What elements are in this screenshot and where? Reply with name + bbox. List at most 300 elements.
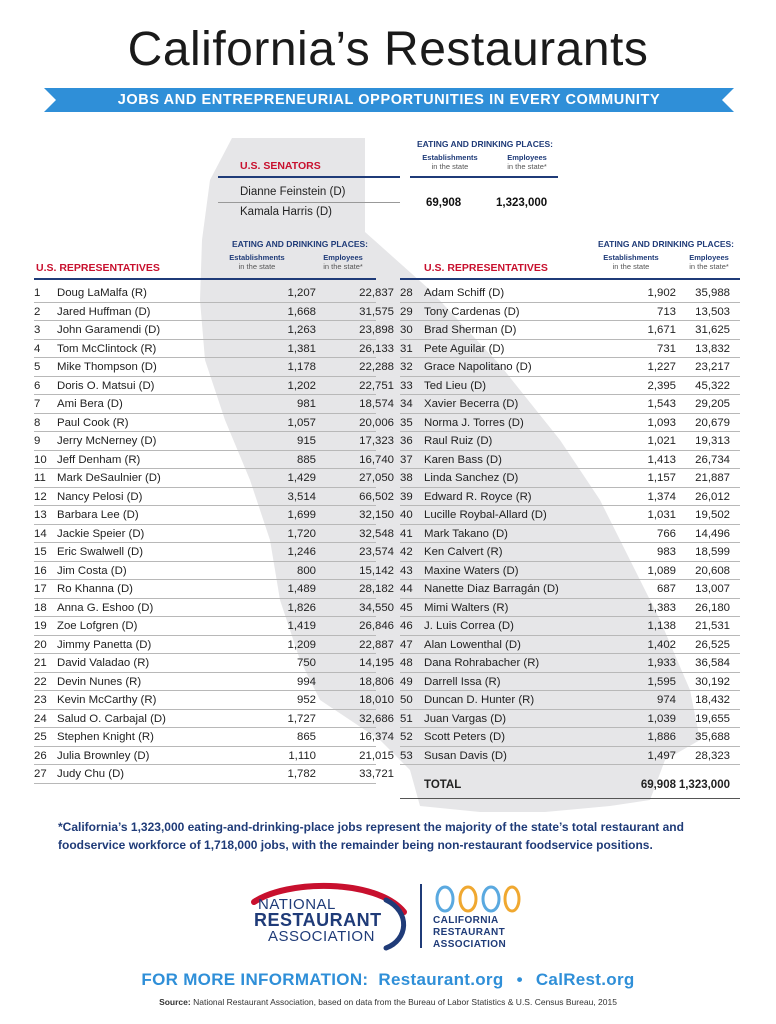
- representative-name: Devin Nunes (R): [57, 675, 142, 688]
- representative-name: Jerry McNerney (D): [57, 435, 157, 447]
- representative-name: Adam Schiff (D): [424, 287, 505, 299]
- representative-name: Norma J. Torres (D): [424, 416, 524, 429]
- employees-value: 20,679: [695, 416, 730, 429]
- representative-name: Jackie Speier (D): [57, 527, 145, 540]
- district-number: 36: [400, 435, 413, 447]
- employees-value: 18,574: [359, 398, 394, 410]
- establishments-value: 3,514: [287, 490, 316, 503]
- district-number: 14: [34, 527, 47, 540]
- district-number: 15: [34, 546, 47, 558]
- table-row: [400, 469, 740, 488]
- employees-value: 45,322: [695, 379, 730, 392]
- table-row: [34, 395, 394, 414]
- table-row: [400, 691, 740, 710]
- district-number: 35: [400, 416, 413, 429]
- representative-name: Lucille Roybal-Allard (D): [424, 509, 547, 521]
- establishments-value: 1,057: [287, 416, 316, 429]
- senators-eating-header: EATING AND DRINKING PLACES:: [417, 139, 553, 149]
- employees-value: 26,846: [359, 620, 394, 632]
- left-header-rule: [34, 278, 376, 280]
- employees-value: 26,525: [695, 638, 730, 651]
- establishments-value: 1,933: [647, 657, 676, 669]
- representative-name: Edward R. Royce (R): [424, 490, 532, 503]
- district-number: 30: [400, 324, 413, 336]
- table-row: [400, 562, 740, 581]
- representative-name: Salud O. Carbajal (D): [57, 712, 166, 725]
- district-number: 6: [34, 379, 41, 392]
- district-number: 31: [400, 342, 413, 355]
- establishments-value: 1,782: [287, 768, 316, 780]
- employees-value: 27,050: [359, 472, 394, 484]
- employees-value: 32,150: [359, 509, 394, 521]
- district-number: 39: [400, 490, 413, 503]
- district-number: 29: [400, 305, 413, 318]
- table-row: [34, 414, 394, 433]
- cra-logo-line3: ASSOCIATION: [433, 939, 507, 950]
- table-row: [400, 358, 740, 377]
- table-row: [400, 599, 740, 618]
- table-row: [400, 654, 740, 673]
- establishments-value: 1,381: [287, 342, 316, 355]
- district-number: 13: [34, 509, 47, 521]
- establishments-value: 1,089: [647, 564, 676, 577]
- table-row: [34, 303, 394, 322]
- district-number: 32: [400, 361, 413, 373]
- employees-value: 18,010: [359, 694, 394, 706]
- nra-logo-line2: RESTAURANT: [254, 910, 382, 930]
- total-row: [400, 776, 740, 796]
- establishments-value: 687: [656, 583, 676, 595]
- district-number: 23: [34, 694, 47, 706]
- district-number: 7: [34, 398, 41, 410]
- table-row: [400, 580, 740, 599]
- representative-name: Mark DeSaulnier (D): [57, 472, 161, 484]
- representative-name: Julia Brownley (D): [57, 749, 150, 762]
- representative-name: Linda Sanchez (D): [424, 472, 519, 484]
- establishments-value: 1,826: [287, 601, 316, 614]
- establishments-value: 1,207: [287, 287, 316, 299]
- table-row: [34, 488, 394, 507]
- representative-name: Nanette Diaz Barragán (D): [424, 583, 559, 595]
- district-number: 52: [400, 731, 413, 743]
- table-row: [400, 432, 740, 451]
- district-number: 25: [34, 731, 47, 743]
- establishments-value: 994: [296, 675, 316, 688]
- table-row: [34, 765, 394, 784]
- total-employees: 1,323,000: [678, 779, 730, 791]
- employees-value: 19,655: [695, 712, 730, 725]
- table-row: [34, 284, 394, 303]
- representative-name: Mike Thompson (D): [57, 361, 157, 373]
- representative-name: Judy Chu (D): [57, 768, 125, 780]
- table-row: [400, 488, 740, 507]
- table-row: [400, 710, 740, 729]
- representative-name: Jared Huffman (D): [57, 305, 151, 318]
- representative-name: Grace Napolitano (D): [424, 361, 532, 373]
- total-label: TOTAL: [424, 779, 462, 791]
- district-number: 50: [400, 694, 413, 706]
- employees-value: 21,531: [695, 620, 730, 632]
- representative-name: John Garamendi (D): [57, 324, 161, 336]
- source-label: Source:: [159, 997, 191, 1007]
- establishments-value: 1,699: [287, 509, 316, 521]
- representative-name: Brad Sherman (D): [424, 324, 517, 336]
- district-number: 53: [400, 749, 413, 762]
- district-number: 48: [400, 657, 413, 669]
- district-number: 49: [400, 675, 413, 688]
- establishments-value: 1,209: [287, 638, 316, 651]
- footnote: *California’s 1,323,000 eating-and-drinking-place jobs represent the majority of the state’s total restaurant and foodservice workforce of 1,718,000 jobs, with the remainder being non-restaurant foodservice positions.: [58, 820, 684, 852]
- table-row: [400, 747, 740, 766]
- establishments-value: 1,489: [287, 583, 316, 595]
- establishments-value: 1,031: [647, 509, 676, 521]
- right-representatives-header: U.S. REPRESENTATIVES: [424, 262, 548, 274]
- employees-value: 33,721: [359, 768, 394, 780]
- bullet-separator: •: [516, 970, 523, 989]
- establishments-value: 1,157: [647, 472, 676, 484]
- establishments-value: 800: [296, 564, 316, 577]
- establishments-value: 983: [656, 546, 676, 558]
- employees-value: 21,887: [695, 472, 730, 484]
- representative-name: Ted Lieu (D): [424, 379, 487, 392]
- restaurant-org-link[interactable]: Restaurant.org: [378, 970, 504, 989]
- district-number: 1: [34, 287, 41, 299]
- establishments-value: 1,021: [647, 435, 676, 447]
- establishments-value: 1,093: [647, 416, 676, 429]
- establishments-value: 865: [296, 731, 316, 743]
- district-number: 42: [400, 546, 413, 558]
- table-row: [400, 617, 740, 636]
- employees-value: 26,133: [359, 342, 394, 355]
- nra-logo-line3: ASSOCIATION: [268, 928, 375, 945]
- district-number: 18: [34, 601, 47, 614]
- employees-value: 22,887: [359, 638, 394, 651]
- representative-name: Susan Davis (D): [424, 749, 507, 762]
- district-number: 3: [34, 324, 41, 336]
- representative-name: Kevin McCarthy (R): [57, 694, 157, 706]
- left-emp-header: Employees in the state*: [323, 253, 363, 271]
- employees-value: 22,288: [359, 361, 394, 373]
- district-number: 33: [400, 379, 413, 392]
- employees-value: 19,502: [695, 509, 730, 521]
- more-info-label: FOR MORE INFORMATION:: [141, 970, 369, 989]
- establishments-value: 1,671: [647, 324, 676, 336]
- district-number: 27: [34, 768, 47, 780]
- representative-name: Scott Peters (D): [424, 731, 506, 743]
- establishments-value: 1,429: [287, 472, 316, 484]
- district-number: 34: [400, 398, 413, 410]
- nra-logo-line1: NATIONAL: [258, 896, 336, 913]
- calrest-org-link[interactable]: CalRest.org: [535, 970, 635, 989]
- employees-value: 18,806: [359, 675, 394, 688]
- representative-name: Ro Khanna (D): [57, 583, 133, 595]
- cra-utensils-icon: [432, 884, 522, 914]
- representative-name: Mimi Walters (R): [424, 601, 509, 614]
- district-number: 11: [34, 472, 46, 484]
- establishments-value: 750: [296, 657, 316, 669]
- district-number: 2: [34, 305, 41, 318]
- establishments-value: 1,246: [287, 546, 316, 558]
- employees-value: 23,217: [695, 361, 730, 373]
- establishments-value: 1,419: [287, 620, 316, 632]
- employees-value: 32,548: [359, 527, 394, 540]
- right-eating-header: EATING AND DRINKING PLACES:: [598, 239, 734, 249]
- logo-divider: [420, 884, 422, 948]
- district-number: 51: [400, 712, 413, 725]
- establishments-value: 1,039: [647, 712, 676, 725]
- representative-name: Anna G. Eshoo (D): [57, 601, 154, 614]
- left-est-header: Establishments in the state: [229, 253, 285, 271]
- establishments-value: 1,720: [287, 527, 316, 540]
- table-row: [400, 303, 740, 322]
- table-row: [400, 395, 740, 414]
- table-row: [400, 414, 740, 433]
- district-number: 20: [34, 638, 47, 651]
- employees-value: 29,205: [695, 398, 730, 410]
- employees-value: 26,180: [695, 601, 730, 614]
- representative-name: Ami Bera (D): [57, 398, 123, 410]
- establishments-value: 1,413: [647, 453, 676, 466]
- district-number: 22: [34, 675, 47, 688]
- table-row: [34, 654, 394, 673]
- district-number: 9: [34, 435, 41, 447]
- table-row: [34, 562, 394, 581]
- table-row: [400, 284, 740, 303]
- employees-value: 35,688: [695, 731, 730, 743]
- right-emp-header: Employees in the state*: [689, 253, 729, 271]
- establishments-value: 915: [296, 435, 316, 447]
- employees-value: 13,503: [695, 305, 730, 318]
- representative-name: Tony Cardenas (D): [424, 305, 520, 318]
- representative-name: Karen Bass (D): [424, 453, 502, 466]
- district-number: 12: [34, 490, 47, 503]
- representative-name: Eric Swalwell (D): [57, 546, 144, 558]
- establishments-value: 1,374: [647, 490, 676, 503]
- district-number: 28: [400, 287, 413, 299]
- establishments-value: 1,402: [647, 638, 676, 651]
- representative-name: Mark Takano (D): [424, 527, 508, 540]
- district-number: 41: [400, 527, 413, 540]
- employees-value: 31,625: [695, 324, 730, 336]
- table-row: [34, 432, 394, 451]
- establishments-value: 1,138: [647, 620, 676, 632]
- table-row: [34, 747, 394, 766]
- establishments-value: 974: [656, 694, 676, 706]
- district-number: 37: [400, 453, 413, 466]
- district-number: 16: [34, 564, 47, 577]
- cra-logo-line2: RESTAURANT: [433, 927, 506, 938]
- table-row: [34, 636, 394, 655]
- representative-name: Jeff Denham (R): [57, 453, 141, 466]
- employees-value: 31,575: [359, 305, 394, 318]
- employees-value: 21,015: [359, 749, 394, 762]
- right-header-rule: [400, 278, 740, 280]
- representative-name: Jim Costa (D): [57, 564, 127, 577]
- representative-name: Raul Ruiz (D): [424, 435, 493, 447]
- table-row: [34, 525, 394, 544]
- table-row: [400, 525, 740, 544]
- district-number: 38: [400, 472, 413, 484]
- establishments-value: 1,227: [647, 361, 676, 373]
- establishments-value: 1,383: [647, 601, 676, 614]
- employees-value: 18,599: [695, 546, 730, 558]
- table-row: [34, 358, 394, 377]
- district-number: 40: [400, 509, 413, 521]
- establishments-value: 2,395: [647, 379, 676, 392]
- establishments-value: 1,263: [287, 324, 316, 336]
- establishments-value: 885: [296, 453, 316, 466]
- employees-value: 20,608: [695, 564, 730, 577]
- representative-name: Jimmy Panetta (D): [57, 638, 152, 651]
- senators-header: U.S. SENATORS: [240, 160, 321, 172]
- district-number: 45: [400, 601, 413, 614]
- employees-value: 23,898: [359, 324, 394, 336]
- district-number: 24: [34, 712, 47, 725]
- table-row: [400, 506, 740, 525]
- representative-name: Alan Lowenthal (D): [424, 638, 521, 651]
- employees-value: 19,313: [695, 435, 730, 447]
- table-row: [34, 673, 394, 692]
- right-est-header: Establishments in the state: [603, 253, 659, 271]
- senators-establishments: 69,908: [426, 197, 462, 209]
- district-number: 17: [34, 583, 47, 595]
- employees-value: 28,323: [695, 749, 730, 762]
- table-row: [34, 580, 394, 599]
- representative-name: Maxine Waters (D): [424, 564, 519, 577]
- senators-employees: 1,323,000: [496, 197, 548, 209]
- district-number: 26: [34, 749, 47, 762]
- district-number: 5: [34, 361, 41, 373]
- table-row: [34, 691, 394, 710]
- representative-name: Tom McClintock (R): [57, 342, 157, 355]
- establishments-value: 1,902: [647, 287, 676, 299]
- representative-name: Darrell Issa (R): [424, 675, 501, 688]
- table-row: [34, 506, 394, 525]
- table-row: [34, 599, 394, 618]
- employees-value: 16,740: [359, 453, 394, 466]
- employees-value: 15,142: [359, 564, 394, 577]
- establishments-value: 1,543: [647, 398, 676, 410]
- employees-value: 26,734: [695, 453, 730, 466]
- establishments-value: 1,595: [647, 675, 676, 688]
- table-row: [400, 377, 740, 396]
- senators-est-header: Establishments in the state: [422, 153, 478, 171]
- district-number: 47: [400, 638, 413, 651]
- establishments-value: 1,668: [287, 305, 316, 318]
- cra-logo-line1: CALIFORNIA: [433, 915, 499, 926]
- representative-name: J. Luis Correa (D): [424, 620, 514, 632]
- employees-value: 32,686: [359, 712, 394, 725]
- senators-emp-header: Employees in the state*: [507, 153, 547, 171]
- district-number: 10: [34, 453, 47, 466]
- table-row: [400, 340, 740, 359]
- more-info: [0, 970, 776, 990]
- district-number: 8: [34, 416, 41, 429]
- table-row: [34, 543, 394, 562]
- representative-name: Duncan D. Hunter (R): [424, 694, 535, 706]
- representative-name: Ken Calvert (R): [424, 546, 503, 558]
- establishments-value: 981: [296, 398, 316, 410]
- employees-value: 35,988: [695, 287, 730, 299]
- establishments-value: 1,110: [288, 749, 316, 762]
- senator-name: Dianne Feinstein (D): [240, 186, 346, 198]
- senator-divider: [218, 202, 400, 203]
- subtitle: JOBS AND ENTREPRENEURIAL OPPORTUNITIES IN EVERY COMMUNITY: [117, 92, 661, 108]
- representative-name: Stephen Knight (R): [57, 731, 154, 743]
- employees-value: 13,832: [695, 342, 730, 355]
- table-row: [400, 636, 740, 655]
- representative-name: Paul Cook (R): [57, 416, 129, 429]
- representative-name: Dana Rohrabacher (R): [424, 657, 540, 669]
- table-row: [34, 469, 394, 488]
- employees-value: 34,550: [359, 601, 394, 614]
- employees-value: 30,192: [695, 675, 730, 688]
- left-representatives-header: U.S. REPRESENTATIVES: [36, 262, 160, 274]
- senators-rule-left: [218, 176, 400, 178]
- establishments-value: 1,178: [287, 361, 316, 373]
- district-number: 4: [34, 342, 41, 355]
- employees-value: 16,374: [359, 731, 394, 743]
- establishments-value: 1,497: [647, 749, 676, 762]
- representative-name: David Valadao (R): [57, 657, 150, 669]
- establishments-value: 713: [656, 305, 676, 318]
- establishments-value: 731: [656, 342, 676, 355]
- source-text: National Restaurant Association, based on data from the Bureau of Labor Statistics & U.S. Census Bureau, 2015: [193, 997, 617, 1007]
- representative-name: Nancy Pelosi (D): [57, 490, 143, 503]
- employees-value: 14,496: [695, 527, 730, 540]
- representative-name: Doug LaMalfa (R): [57, 287, 147, 299]
- table-row: [34, 377, 394, 396]
- representative-name: Zoe Lofgren (D): [57, 620, 138, 632]
- establishments-value: 1,886: [647, 731, 676, 743]
- representative-name: Xavier Becerra (D): [424, 398, 519, 410]
- table-row: [34, 340, 394, 359]
- employees-value: 22,837: [359, 287, 394, 299]
- left-eating-header: EATING AND DRINKING PLACES:: [232, 239, 368, 249]
- employees-value: 22,751: [359, 379, 394, 392]
- total-establishments: 69,908: [640, 779, 676, 791]
- page-title: California’s Restaurants: [127, 23, 649, 76]
- senator-name: Kamala Harris (D): [240, 206, 333, 218]
- district-number: 21: [34, 657, 47, 669]
- establishments-value: 766: [656, 527, 676, 540]
- employees-value: 23,574: [359, 546, 394, 558]
- employees-value: 26,012: [695, 490, 730, 503]
- employees-value: 66,502: [359, 490, 394, 503]
- table-row: [400, 673, 740, 692]
- employees-value: 17,323: [359, 435, 394, 447]
- table-row: [34, 321, 394, 340]
- establishments-value: 1,202: [287, 379, 316, 392]
- table-row: [34, 451, 394, 470]
- table-row: [34, 617, 394, 636]
- table-row: [400, 543, 740, 562]
- table-row: [34, 710, 394, 729]
- establishments-value: 952: [296, 694, 316, 706]
- total-rule: [400, 798, 740, 799]
- establishments-value: 1,727: [287, 712, 316, 725]
- senators-rule-right: [410, 176, 558, 178]
- table-row: [34, 728, 394, 747]
- table-row: [400, 451, 740, 470]
- employees-value: 14,195: [359, 657, 394, 669]
- representative-name: Pete Aguilar (D): [424, 342, 505, 355]
- district-number: 19: [34, 620, 47, 632]
- district-number: 43: [400, 564, 413, 577]
- table-row: [400, 728, 740, 747]
- employees-value: 28,182: [359, 583, 394, 595]
- employees-value: 20,006: [359, 416, 394, 429]
